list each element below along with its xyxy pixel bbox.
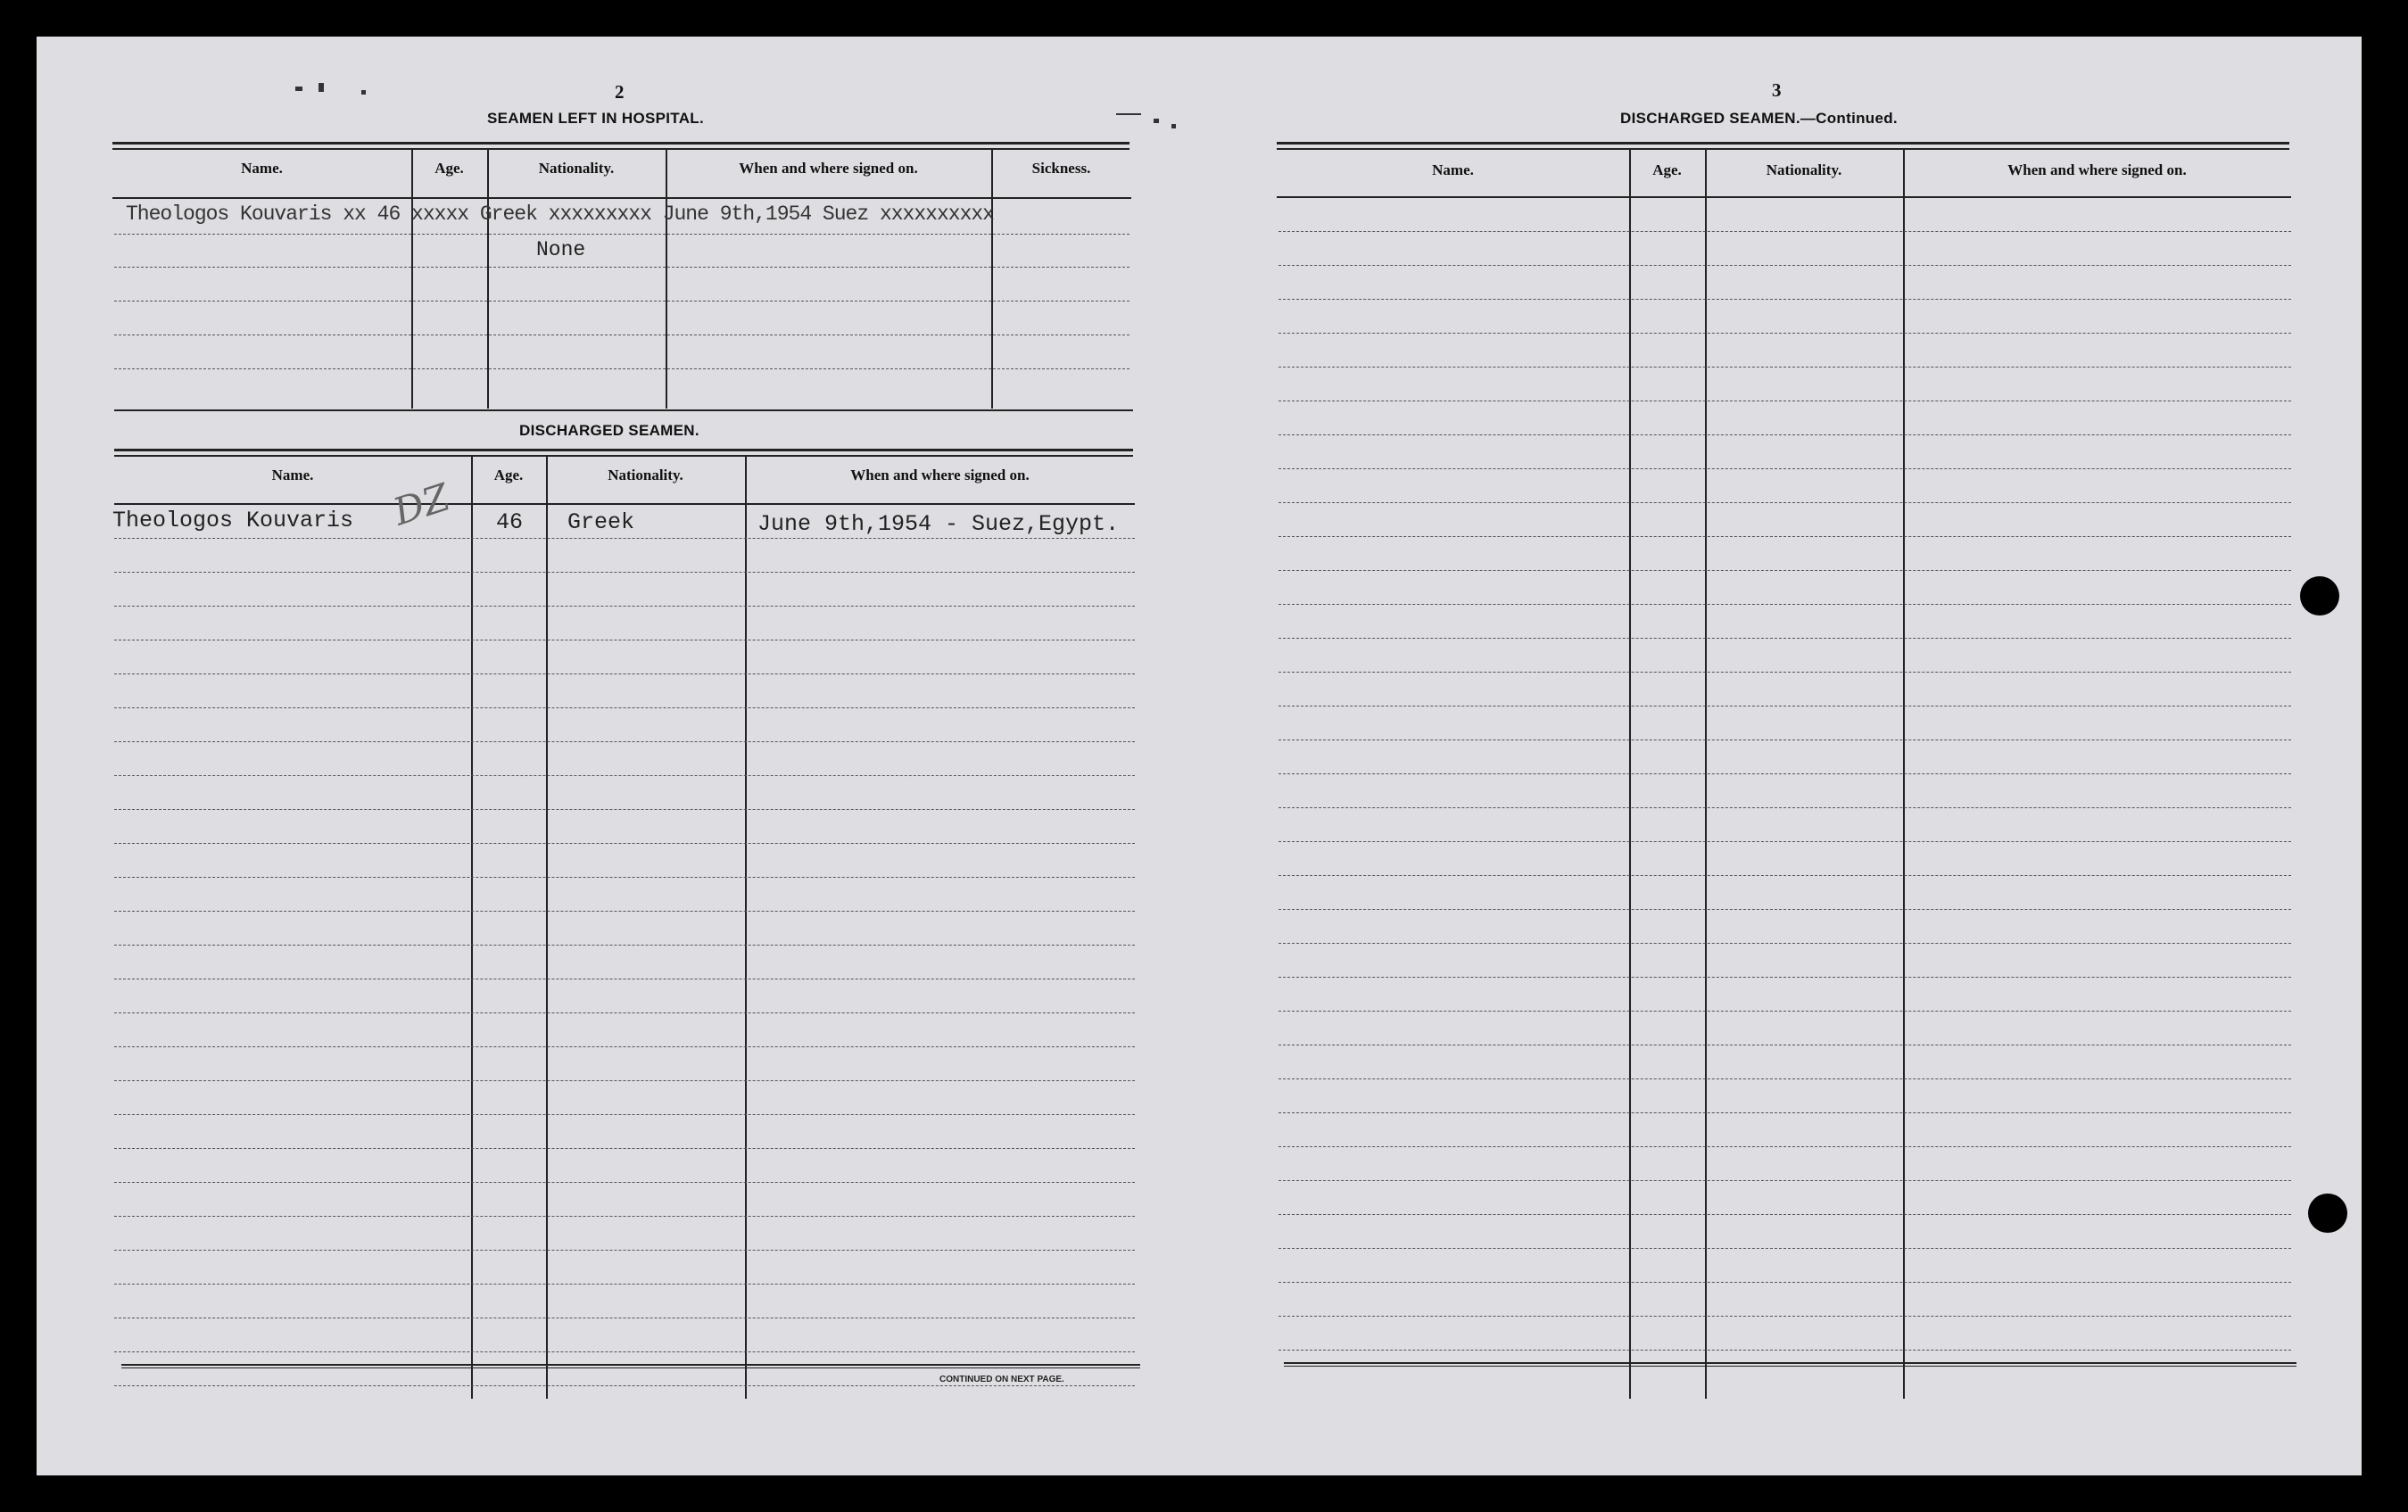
- discharged-row-nationality: Greek: [567, 509, 635, 535]
- hospital-struck-entry: Theologos Kouvaris xx 46 xxxxx Greek xxxxxxxxx June 9th,1954 Suez xxxxxxxxxx: [126, 202, 994, 226]
- right-row-line: [1278, 909, 2291, 910]
- left-page-number: 2: [615, 81, 625, 103]
- handwritten-initials: DZ: [387, 475, 455, 534]
- right-row-line: [1278, 231, 2291, 232]
- discharged-row-line: [114, 741, 1135, 742]
- right-page-number: 3: [1772, 79, 1782, 101]
- hospital-col-divider: [411, 150, 413, 409]
- hospital-row-line: [114, 267, 1130, 268]
- discharged-row-line: [114, 775, 1135, 776]
- right-row-line: [1278, 739, 2291, 740]
- right-row-line: [1278, 367, 2291, 368]
- right-header-nationality: Nationality.: [1766, 161, 1842, 178]
- discharged-row-line: [114, 1012, 1135, 1013]
- discharged-row-line: [114, 1351, 1135, 1352]
- right-header-signed-on: When and where signed on.: [2007, 161, 2187, 178]
- right-row-line: [1278, 977, 2291, 978]
- right-header-name: Name.: [1432, 161, 1474, 178]
- right-row-line: [1278, 672, 2291, 673]
- punch-hole: [2308, 1194, 2347, 1233]
- discharged-col-divider: [745, 457, 747, 1399]
- right-row-line: [1278, 1112, 2291, 1113]
- discharged-header-rule: [114, 503, 1135, 505]
- hospital-note-none: None: [536, 238, 586, 261]
- discharged-bottom-rule: [121, 1364, 1140, 1366]
- hospital-header-signed-on: When and where signed on.: [739, 160, 918, 177]
- discharged-row-line: [114, 673, 1135, 674]
- right-bottom-rule-2: [1284, 1366, 2296, 1367]
- discharged-row-line: [114, 877, 1135, 878]
- hospital-header-nationality: Nationality.: [538, 160, 615, 177]
- hospital-row-line: [114, 368, 1130, 369]
- discharged-row-line: [114, 1046, 1135, 1047]
- right-row-line: [1278, 1214, 2291, 1215]
- stray-mark: [1154, 119, 1159, 123]
- discharged-row-line: [114, 1148, 1135, 1149]
- discharged-row-line: [114, 707, 1135, 708]
- right-row-line: [1278, 773, 2291, 774]
- right-row-line: [1278, 604, 2291, 605]
- hospital-top-rule-2: [112, 148, 1130, 150]
- right-col-divider: [1903, 150, 1905, 1399]
- discharged-row-line: [114, 945, 1135, 946]
- discharged-row-line: [114, 843, 1135, 844]
- hospital-row-line: [114, 234, 1130, 235]
- right-row-line: [1278, 536, 2291, 537]
- discharged-row-line: [114, 1385, 1135, 1386]
- stray-mark: [319, 83, 324, 92]
- discharged-top-rule-2: [114, 455, 1133, 457]
- hospital-top-rule: [112, 142, 1130, 145]
- hospital-row-line: [114, 301, 1130, 302]
- discharged-section-title: DISCHARGED SEAMEN.: [519, 422, 699, 439]
- discharged-row-line: [114, 1080, 1135, 1081]
- right-row-line: [1278, 1316, 2291, 1317]
- right-row-line: [1278, 570, 2291, 571]
- right-row-line: [1278, 1180, 2291, 1181]
- right-row-line: [1278, 875, 2291, 876]
- stray-mark: [1116, 113, 1141, 115]
- hospital-col-divider: [991, 150, 993, 409]
- stray-mark: [1171, 124, 1176, 128]
- discharged-row-line: [114, 1216, 1135, 1217]
- hospital-header-age: Age.: [434, 160, 464, 177]
- discharged-row-line: [114, 572, 1135, 573]
- right-row-line: [1278, 299, 2291, 300]
- discharged-row-line: [114, 1284, 1135, 1285]
- discharged-header-age: Age.: [493, 467, 524, 483]
- discharged-row-line: [114, 911, 1135, 912]
- right-row-line: [1278, 1146, 2291, 1147]
- right-header-age: Age.: [1652, 161, 1682, 178]
- right-section-title: DISCHARGED SEAMEN.—Continued.: [1620, 110, 1898, 127]
- discharged-row-name: Theologos Kouvaris: [112, 508, 354, 533]
- right-col-divider: [1705, 150, 1707, 1399]
- discharged-top-rule: [114, 449, 1133, 451]
- discharged-row-line: [114, 538, 1135, 539]
- right-row-line: [1278, 1011, 2291, 1012]
- right-row-line: [1278, 265, 2291, 266]
- continued-note: CONTINUED ON NEXT PAGE.: [939, 1375, 1064, 1384]
- discharged-row-line: [114, 1182, 1135, 1183]
- hospital-section-title: SEAMEN LEFT IN HOSPITAL.: [487, 110, 704, 127]
- discharged-row-age: 46: [496, 509, 524, 535]
- right-header-rule: [1277, 196, 2291, 198]
- hospital-col-divider: [487, 150, 489, 409]
- hospital-header-rule: [112, 197, 1131, 199]
- right-row-line: [1278, 1248, 2291, 1249]
- right-col-divider: [1629, 150, 1631, 1399]
- right-row-line: [1278, 841, 2291, 842]
- discharged-row-signed-on: June 9th,1954 - Suez,Egypt.: [757, 511, 1120, 537]
- right-row-line: [1278, 333, 2291, 334]
- hospital-header-sickness: Sickness.: [1031, 160, 1091, 177]
- right-row-line: [1278, 1282, 2291, 1283]
- right-row-line: [1278, 1350, 2291, 1351]
- right-row-line: [1278, 468, 2291, 469]
- hospital-header-name: Name.: [241, 160, 283, 177]
- right-row-line: [1278, 1078, 2291, 1079]
- hospital-col-divider: [666, 150, 667, 409]
- discharged-row-line: [114, 1114, 1135, 1115]
- right-row-line: [1278, 943, 2291, 944]
- stray-mark: [295, 87, 302, 91]
- right-bottom-rule: [1284, 1362, 2296, 1364]
- right-row-line: [1278, 638, 2291, 639]
- discharged-row-line: [114, 1250, 1135, 1251]
- discharged-header-signed-on: When and where signed on.: [850, 467, 1030, 483]
- discharged-col-divider: [546, 457, 548, 1399]
- discharged-row-line: [114, 809, 1135, 810]
- right-row-line: [1278, 807, 2291, 808]
- right-top-rule: [1277, 142, 2289, 145]
- stray-mark: [361, 90, 366, 95]
- discharged-bottom-rule-2: [121, 1367, 1140, 1368]
- discharged-col-divider: [471, 457, 473, 1399]
- manifest-sheet: [37, 37, 2362, 1475]
- right-top-rule-2: [1277, 148, 2289, 150]
- hospital-bottom-rule: [114, 409, 1133, 411]
- discharged-header-name: Name.: [271, 467, 314, 483]
- right-row-line: [1278, 502, 2291, 503]
- discharged-row-line: [114, 606, 1135, 607]
- right-row-line: [1278, 434, 2291, 435]
- discharged-header-nationality: Nationality.: [608, 467, 683, 483]
- punch-hole: [2300, 576, 2339, 616]
